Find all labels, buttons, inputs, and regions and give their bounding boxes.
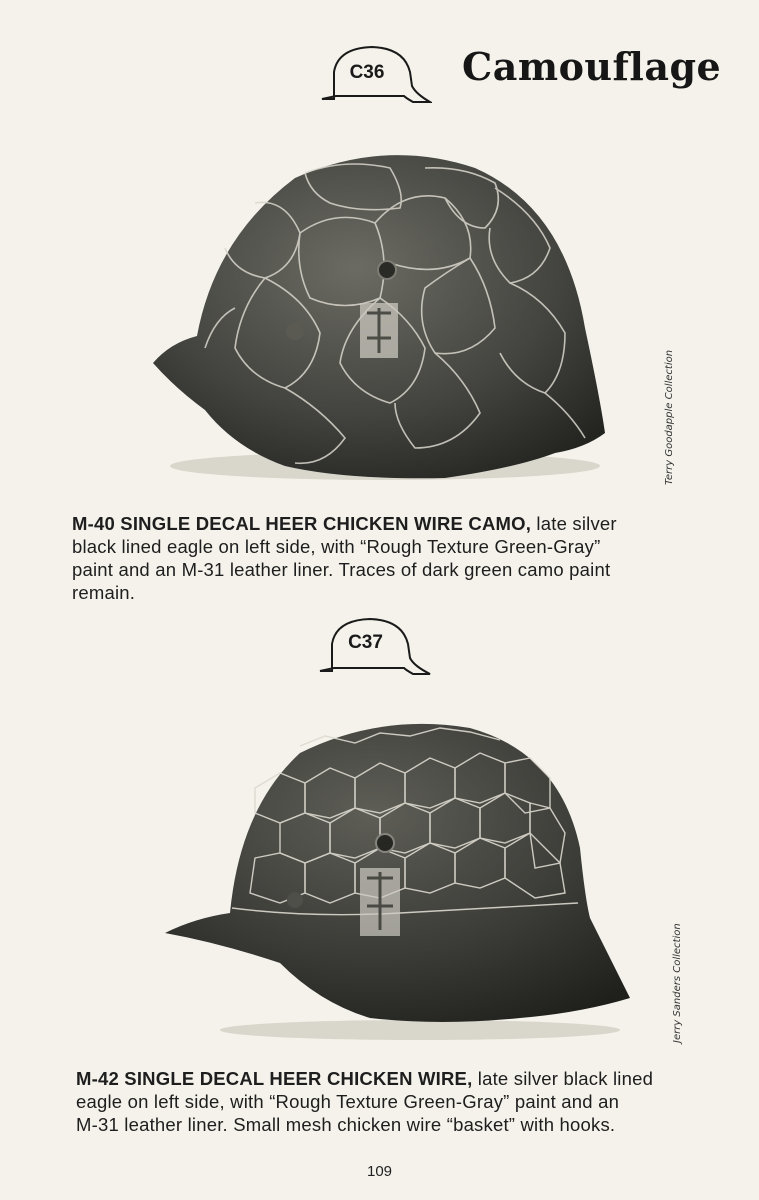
helmet-photo-c36: [145, 148, 610, 488]
badge-code: C37: [348, 632, 383, 653]
caption-c37: [76, 1067, 696, 1136]
section-title: Camouflage: [462, 44, 722, 89]
caption-c36: [72, 512, 692, 604]
helmet-badge-c36: [320, 42, 432, 104]
caption-line: [76, 1067, 696, 1090]
caption-title: M-42 SINGLE DECAL HEER CHICKEN WIRE,: [76, 1068, 473, 1089]
caption-line: [72, 512, 692, 535]
caption-title: M-40 SINGLE DECAL HEER CHICKEN WIRE CAMO,: [72, 513, 532, 534]
caption-text: late silver black lined: [472, 1068, 654, 1089]
photo-credit-c36: Terry Goodapple Collection: [664, 349, 675, 485]
caption-line: remain.: [72, 582, 136, 603]
caption-line: eagle on left side, with “Rough Texture Green-Gray” paint and an: [76, 1091, 620, 1112]
helmet-photo-icon: [160, 718, 635, 1043]
photo-credit-c37: Jerry Sanders Collection: [672, 923, 683, 1043]
caption-line: black lined eagle on left side, with “Rough Texture Green-Gray”: [72, 536, 601, 557]
caption-line: paint and an M-31 leather liner. Traces of dark green camo paint: [72, 559, 611, 580]
helmet-photo-c37: [160, 718, 635, 1043]
page-header: [0, 0, 759, 120]
badge-code: C36: [349, 62, 385, 83]
page-number: 109: [366, 1163, 393, 1180]
caption-text: late silver: [531, 513, 617, 534]
helmet-photo-icon: [145, 148, 610, 488]
helmet-badge-c37: [318, 614, 433, 676]
caption-line: M-31 leather liner. Small mesh chicken wire “basket” with hooks.: [76, 1114, 616, 1135]
